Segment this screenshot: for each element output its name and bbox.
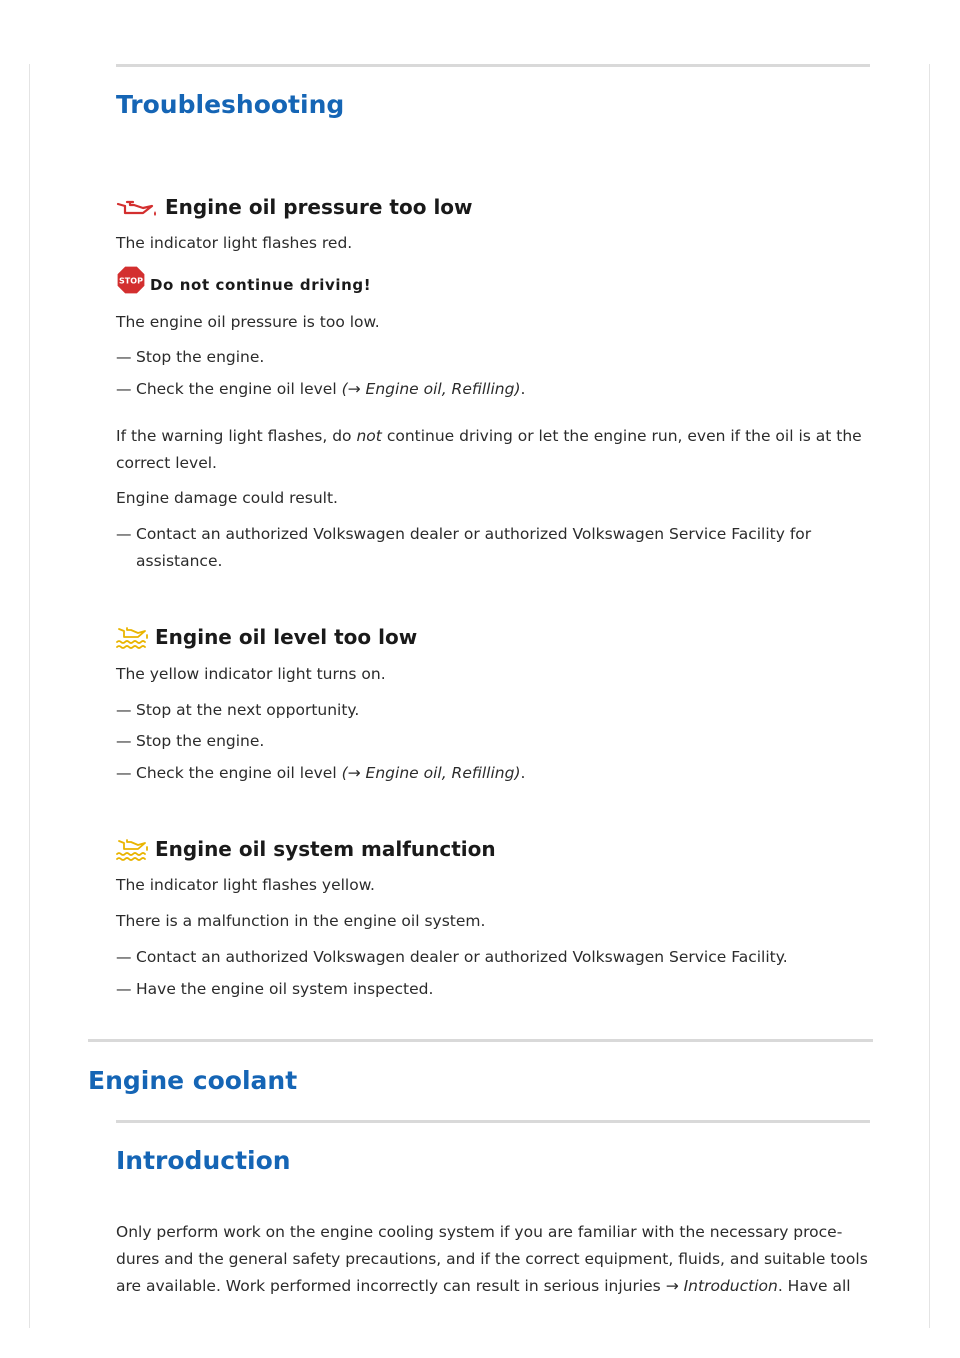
oil-pressure-damage: Engine damage could result.: [116, 489, 338, 507]
cross-reference-link[interactable]: (→ Engine oil, Refilling): [341, 764, 521, 782]
section-divider: [116, 64, 870, 67]
stop-sign-icon: [116, 265, 146, 295]
bullet-dash: —: [116, 764, 132, 782]
bullet-dash: —: [116, 701, 132, 719]
svg-text:STOP: STOP: [119, 276, 143, 286]
oil-malfunction-step-inspect: — Have the engine oil system inspected.: [116, 976, 856, 1003]
chapter-title-engine-coolant: Engine coolant: [88, 1066, 298, 1095]
oil-pressure-warning: If the warning light flashes, do not continue driving or let the engine run, even if the oil is at the correct level.: [116, 427, 862, 472]
bullet-dash: —: [116, 380, 132, 398]
bullet-dash: —: [116, 525, 132, 543]
oil-level-step-check-level: — Check the engine oil level (→ Engine oil, Refilling).: [116, 760, 856, 787]
cross-reference-link[interactable]: → Introduction: [665, 1277, 778, 1295]
oil-can-red-icon: [116, 198, 158, 220]
bullet-dash: —: [116, 732, 132, 750]
bullet-dash: —: [116, 348, 132, 366]
subsection-title-oil-pressure: Engine oil pressure too low: [165, 195, 473, 219]
bullet-dash: —: [116, 980, 132, 998]
oil-malfunction-step-contact: — Contact an authorized Volkswagen dealer or authorized Volkswagen Service Facility.: [116, 944, 856, 971]
oil-level-step-stop-engine: — Stop the engine.: [116, 728, 856, 755]
subsection-title-oil-malfunction: Engine oil system malfunction: [155, 837, 496, 861]
oil-pressure-intro: The indicator light flashes red.: [116, 234, 353, 252]
oil-pressure-step-check-level: — Check the engine oil level (→ Engine oil, Refilling).: [116, 376, 856, 403]
subsection-title-oil-level: Engine oil level too low: [155, 625, 418, 649]
oil-malfunction-intro: The indicator light flashes yellow.: [116, 876, 375, 894]
oil-level-yellow-icon: [116, 626, 148, 650]
section-divider: [116, 1120, 870, 1123]
oil-malfunction-statement: There is a malfunction in the engine oil system.: [116, 912, 486, 930]
oil-pressure-step-stop-engine: — Stop the engine.: [116, 344, 856, 371]
oil-pressure-statement: The engine oil pressure is too low.: [116, 313, 380, 331]
section-title-troubleshooting: Troubleshooting: [116, 90, 345, 119]
cross-reference-link[interactable]: (→ Engine oil, Refilling): [341, 380, 521, 398]
oil-level-intro: The yellow indicator light turns on.: [116, 665, 386, 683]
coolant-intro-paragraph: Only perform work on the engine cooling system if you are familiar with the necessary proce-dures and the general safety precautions, and if the correct equipment, fluids, and suitable tools are available. Work performed incorrectly can result in serious injuries → Introduction. Have all: [116, 1223, 868, 1295]
page-border-left: [29, 64, 30, 1328]
bullet-dash: —: [116, 948, 132, 966]
oil-system-yellow-icon: [116, 838, 148, 862]
chapter-divider: [88, 1039, 873, 1042]
oil-pressure-step-contact: — Contact an authorized Volkswagen dealer or authorized Volkswagen Service Facility for assistance.: [116, 521, 836, 575]
oil-level-step-stop-next: — Stop at the next opportunity.: [116, 697, 856, 724]
page-border-right: [929, 64, 930, 1328]
section-title-introduction: Introduction: [116, 1146, 291, 1175]
stop-warning-title: Do not continue driving!: [150, 276, 372, 294]
